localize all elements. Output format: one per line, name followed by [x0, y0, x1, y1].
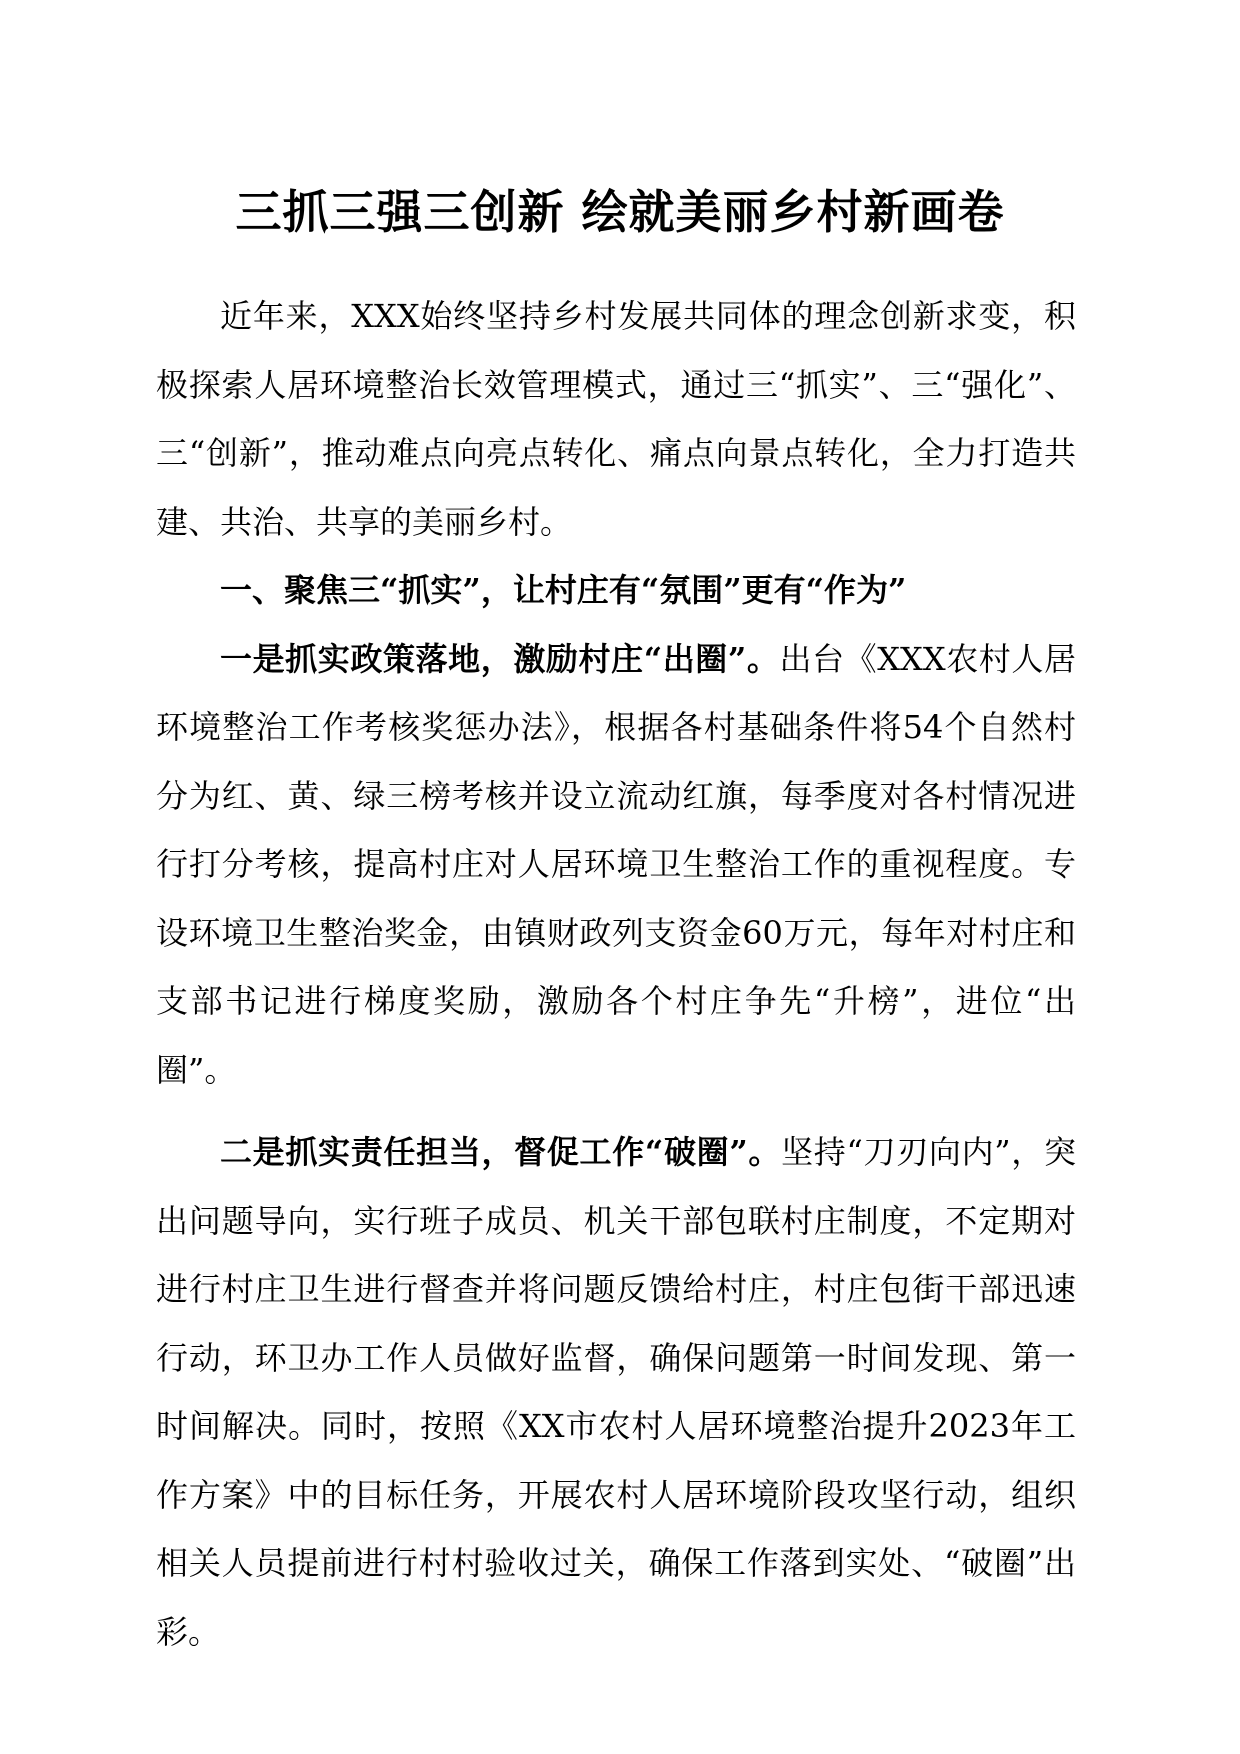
paragraph-lead: 一是抓实政策落地，激励村庄“出圈”。 — [220, 639, 780, 678]
paragraph-responsibility — [156, 1118, 1076, 1666]
paragraph-text: 坚持“刀刃向内”，突出问题导向，实行班子成员、机关干部包联村庄制度，不定期对进行村庄卫生进行督查并将问题反馈给村庄，村庄包街干部迅速行动，环卫办工作人员做好监督，确保问题第一时间发现、第一时间解决。同时，按照《XX市农村人居环境整治提升2023年工作方案》中的目标任务，开展农村人居环境阶段攻坚行动，组织相关人员提前进行村村验收过关，确保工作落到实处、“破圈”出彩。 — [156, 1133, 1076, 1651]
document-body — [156, 282, 1076, 1666]
intro-paragraph: 近年来，XXX始终坚持乡村发展共同体的理念创新求变，积极探索人居环境整治长效管理模式，通过三“抓实”、三“强化”、三“创新”，推动难点向亮点转化、痛点向景点转化，全力打造共建、共治、共享的美丽乡村。 — [156, 297, 1076, 541]
paragraph-text: 出台《XXX农村人居环境整治工作考核奖惩办法》，根据各村基础条件将54个自然村分为红、黄、绿三榜考核并设立流动红旗，每季度对各村情况进行打分考核，提高村庄对人居环境卫生整治工作的重视程度。专设环境卫生整治奖金，由镇财政列支资金60万元，每年对村庄和支部书记进行梯度奖励，激励各个村庄争先“升榜”，进位“出圈”。 — [156, 639, 1076, 1089]
document-title: 三抓三强三创新 绘就美丽乡村新画卷 — [235, 185, 1005, 239]
paragraph-lead: 二是抓实责任担当，督促工作“破圈”。 — [220, 1133, 782, 1171]
section-heading: 一、聚焦三“抓实”，让村庄有“氛围”更有“作为” — [220, 571, 907, 609]
paragraph-policy — [156, 625, 1076, 1105]
